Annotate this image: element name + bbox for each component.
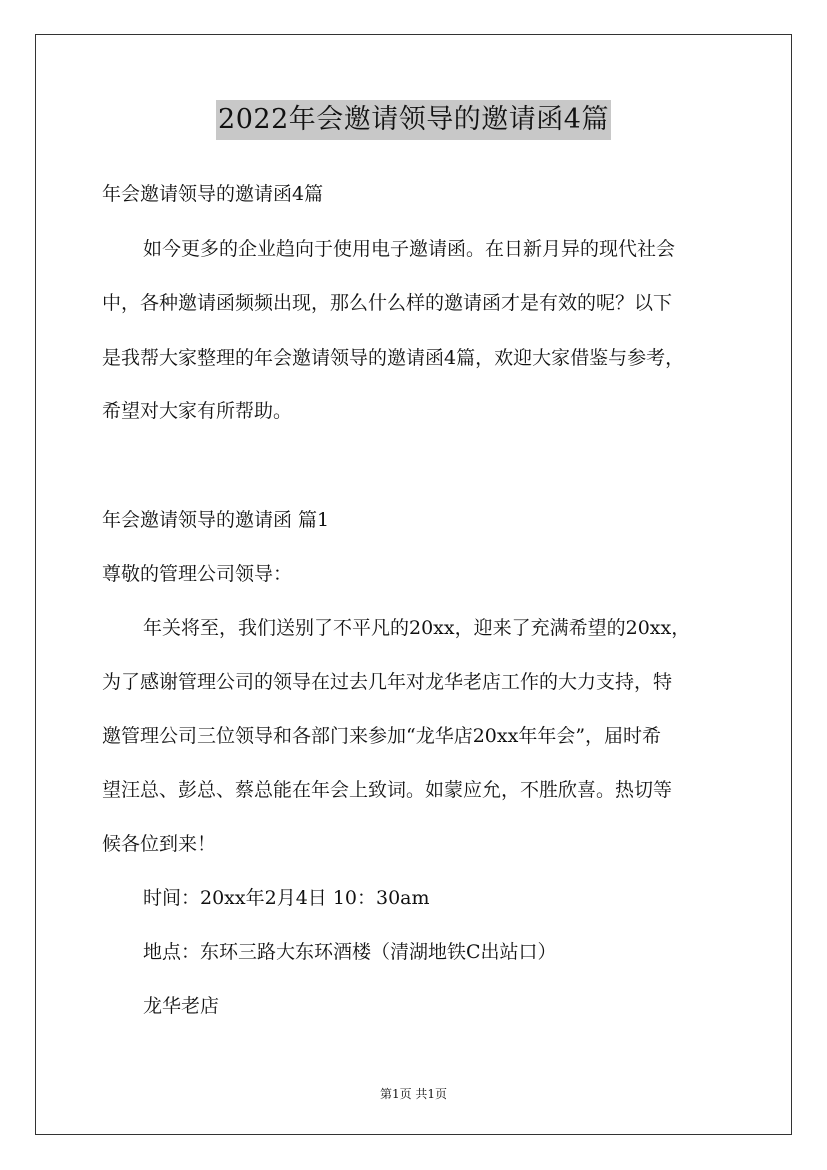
place-line: 地点：东环三路大东环酒楼（清湖地铁C出站口） (143, 941, 557, 963)
signature: 龙华老店 (143, 995, 220, 1017)
intro-line-3: 是我帮大家整理的年会邀请领导的邀请函4篇，欢迎大家借鉴与参考， (102, 347, 685, 369)
body-line-4: 望汪总、彭总、蔡总能在年会上致词。如蒙应允，不胜欣喜。热切等 (102, 779, 673, 801)
intro-line-2: 中，各种邀请函频频出现，那么什么样的邀请函才是有效的呢？以下 (102, 292, 673, 314)
page-footer: 第1页 共1页 (379, 1087, 448, 1101)
time-line: 时间：20xx年2月4日 10：30am (143, 887, 430, 909)
document-title: 2022年会邀请领导的邀请函4篇 (216, 100, 611, 140)
intro-line-1: 如今更多的企业趋向于使用电子邀请函。在日新月异的现代社会 (143, 238, 676, 260)
salutation: 尊敬的管理公司领导： (102, 563, 293, 585)
body-line-1: 年关将至，我们送别了不平凡的20xx，迎来了充满希望的20xx， (143, 617, 691, 639)
body-line-5: 候各位到来！ (102, 833, 217, 855)
section-heading: 年会邀请领导的邀请函 篇1 (102, 509, 330, 531)
body-line-3: 邀管理公司三位领导和各部门来参加“龙华店20xx年年会”，届时希 (102, 725, 662, 747)
body-line-2: 为了感谢管理公司的领导在过去几年对龙华老店工作的大力支持，特 (102, 671, 673, 693)
document-subtitle: 年会邀请领导的邀请函4篇 (102, 183, 324, 205)
title-container (0, 100, 827, 140)
intro-line-4: 希望对大家有所帮助。 (102, 400, 293, 422)
